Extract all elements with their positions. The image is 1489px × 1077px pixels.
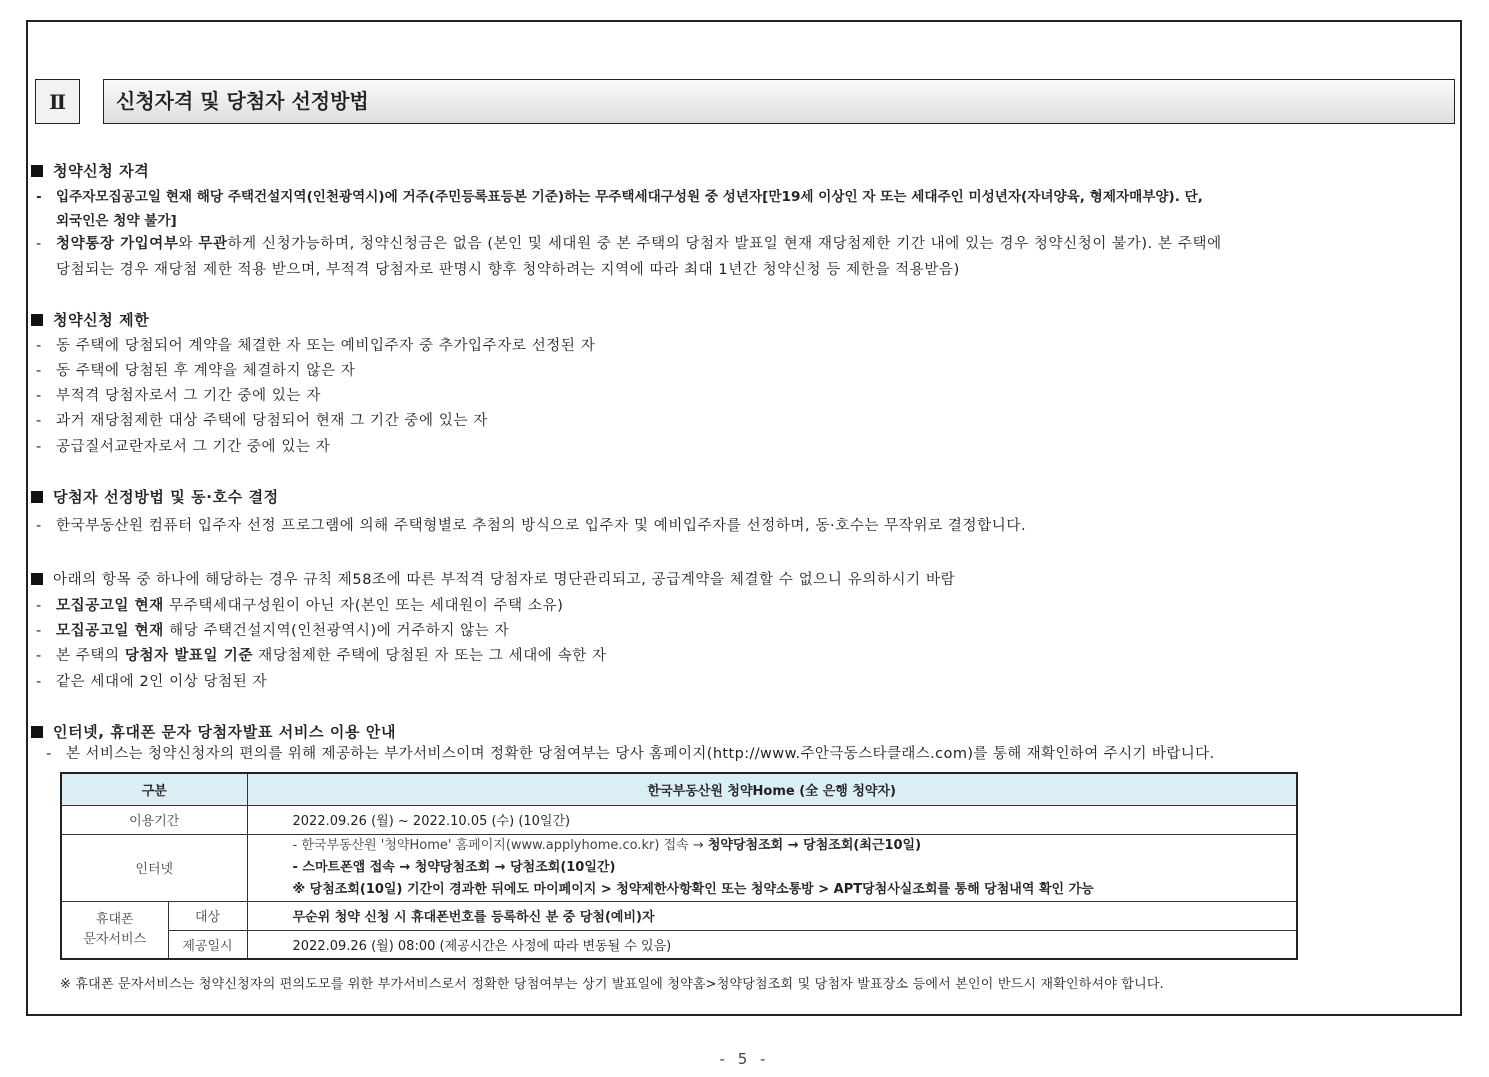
square-bullet-icon	[31, 165, 43, 177]
qualify-item-1: - 입주자모집공고일 현재 해당 주택건설지역(인천광역시)에 거주(주민등록표등본 기준)하는 무주택세대구성원 중 성년자[만19세 이상인 자 또는 세대주인 미성년자(자녀양육, 형제자매부양). 단,	[36, 189, 1203, 205]
table-row	[61, 930, 1297, 959]
list-item: - 부적격 당첨자로서 그 기간 중에 있는 자	[36, 388, 321, 404]
list-item: - 본 주택의 당첨자 발표일 기준 재당첨제한 주택에 당첨된 자 또는 그 세대에 속한 자	[36, 648, 607, 664]
service-desc: - 본 서비스는 청약신청자의 편의를 위해 제공하는 부가서비스이며 정확한 당첨여부는 당사 홈페이지(http://www.주안극동스타클래스.com)를 통해 재확인하여 주시기 바랍니다.	[46, 746, 1215, 762]
time-label: 제공일시	[168, 930, 247, 959]
qualify-item-1-cont: 외국인은 청약 불가]	[56, 213, 177, 229]
list-item: - 공급질서교란자로서 그 기간 중에 있는 자	[36, 439, 331, 455]
service-table	[60, 772, 1298, 960]
list-item: - 과거 재당첨제한 대상 주택에 당첨되어 현재 그 기간 중에 있는 자	[36, 413, 488, 429]
square-bullet-icon	[31, 314, 43, 326]
square-bullet-icon	[31, 726, 43, 738]
list-item: - 모집공고일 현재 무주택세대구성원이 아닌 자(본인 또는 세대원이 주택 소유)	[36, 598, 564, 614]
square-bullet-icon	[31, 491, 43, 503]
service-note: ※ 휴대폰 문자서비스는 청약신청자의 편의도모를 위한 부가서비스로서 정확한 당첨여부는 상기 발표일에 청약홈>청약당첨조회 및 당첨자 발표장소 등에서 본인이 반드시 재확인하셔야 합니다.	[60, 977, 1164, 992]
qualify-heading: 청약신청 자격	[31, 161, 149, 181]
internet-value	[247, 834, 1297, 901]
ineligible-heading: 아래의 항목 중 하나에 해당하는 경우 규칙 제58조에 따른 부적격 당첨자로 명단관리되고, 공급계약을 체결할 수 없으니 유의하시기 바람	[31, 570, 955, 590]
time-value: 2022.09.26 (월) 08:00 (제공시간은 사정에 따라 변동될 수 있음)	[247, 930, 1297, 959]
service-heading: 인터넷, 휴대폰 문자 당첨자발표 서비스 이용 안내	[31, 722, 396, 742]
list-item: - 동 주택에 당첨된 후 계약을 체결하지 않은 자	[36, 363, 356, 379]
target-value: 무순위 청약 신청 시 휴대폰번호를 등록하신 분 중 당첨(예비)자	[247, 901, 1297, 930]
list-item: - 같은 세대에 2인 이상 당첨된 자	[36, 674, 268, 690]
selection-heading: 당첨자 선정방법 및 동·호수 결정	[31, 487, 279, 507]
table-row	[61, 834, 1297, 901]
table-row	[61, 805, 1297, 834]
internet-label: 인터넷	[61, 834, 247, 901]
header-category: 구분	[61, 773, 247, 805]
table-header-row	[61, 773, 1297, 805]
list-item: - 모집공고일 현재 해당 주택건설지역(인천광역시)에 거주하지 않는 자	[36, 623, 510, 639]
section-number: Ⅱ	[35, 79, 80, 124]
table-row	[61, 901, 1297, 930]
section-title: 신청자격 및 당첨자 선정방법	[103, 79, 1455, 124]
selection-item: - 한국부동산원 컴퓨터 입주자 선정 프로그램에 의해 주택형별로 추첨의 방식으로 입주자 및 예비입주자를 선정하며, 동·호수는 무작위로 결정합니다.	[36, 518, 1027, 534]
list-item: - 동 주택에 당첨되어 계약을 체결한 자 또는 예비입주자 중 추가입주자로 선정된 자	[36, 338, 596, 354]
qualify-item-2-cont: 당첨되는 경우 재당첨 제한 적용 받으며, 부적격 당첨자로 판명시 향후 청약하려는 지역에 따라 최대 1년간 청약신청 등 제한을 적용받음)	[56, 262, 960, 278]
square-bullet-icon	[31, 573, 43, 585]
target-label: 대상	[168, 901, 247, 930]
sms-label: 휴대폰 문자서비스	[61, 901, 168, 959]
internet-line-1: - 한국부동산원 '청약Home' 홈페이지(www.applyhome.co.kr) 접속 → 청약당첨조회 → 당첨조회(최근10일)	[292, 837, 922, 853]
period-label: 이용기간	[61, 805, 247, 834]
internet-line-3: ※ 당첨조회(10일) 기간이 경과한 뒤에도 마이페이지 > 청약제한사항확인 또는 청약소통방 > APT당첨사실조회를 통해 당첨내역 확인 가능	[292, 881, 1094, 897]
restrict-heading: 청약신청 제한	[31, 310, 149, 330]
internet-line-2: - 스마트폰앱 접속 → 청약당첨조회 → 당첨조회(10일간)	[292, 859, 616, 875]
qualify-item-2: - 청약통장 가입여부와 무관하게 신청가능하며, 청약신청금은 없음 (본인 및 세대원 중 본 주택의 당첨자 발표일 현재 재당첨제한 기간 내에 있는 경우 청약신청이 불가). 본 주택에	[36, 236, 1222, 252]
header-source: 한국부동산원 청약Home (全 은행 청약자)	[247, 773, 1297, 805]
page-number: - 5 -	[719, 1050, 770, 1068]
period-value: 2022.09.26 (월) ~ 2022.10.05 (수) (10일간)	[247, 805, 1297, 834]
